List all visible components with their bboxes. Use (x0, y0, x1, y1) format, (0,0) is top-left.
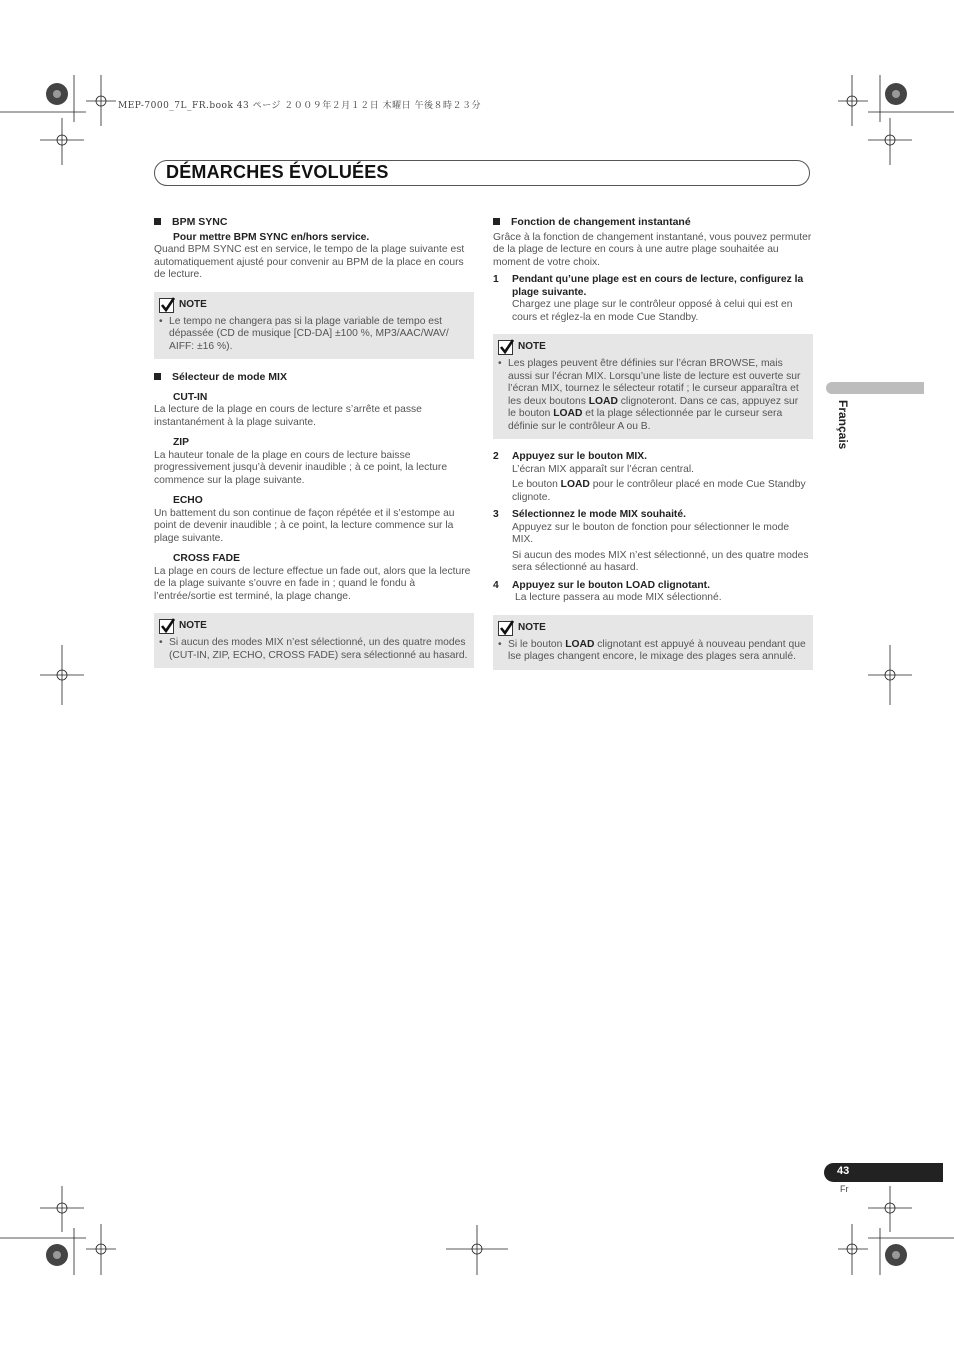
language-tab (826, 382, 924, 394)
step-title: Appuyez sur le bouton LOAD clignotant. (512, 579, 710, 591)
note-item: • Le tempo ne changera pas si la plage variable de tempo est dépassée (CD de musique [CD-DA] ±100 %, MP3/AAC/WAV/ AIFF: ±16 %). (159, 315, 449, 352)
note-box (493, 334, 813, 439)
step: 4 Appuyez sur le bouton LOAD clignotant. La lecture passera au mode MIX sélectionné. (493, 580, 813, 605)
left-column (154, 216, 474, 680)
step-body: Chargez une plage sur le contrôleur opposé à celui qui est en cours et réglez-la en mode Cue Standby. (512, 299, 793, 323)
note-box (154, 292, 474, 360)
step: 1 Pendant qu’une plage est en cours de lecture, configurez la plage suivante. Chargez une plage sur le contrôleur opposé à celui qui est en cours et réglez-la en mode Cue Standby. (493, 274, 813, 324)
mode-desc: Un battement du son continue de façon répétée et il s’estompe au point de devenir inaudible ; à ce point, la lecture commence sur la plage suivante. (154, 507, 455, 544)
square-bullet-icon (154, 373, 161, 380)
print-header: MEP-7000_7L_FR.book 43 ページ ２００９年２月１２日 木曜日 午後８時２３分 (118, 101, 482, 111)
right-column (493, 216, 813, 682)
section-title-box (154, 160, 810, 186)
page-number-badge (824, 1163, 943, 1182)
checkmark-icon (159, 619, 174, 634)
square-bullet-icon (493, 218, 500, 225)
mode-name: CROSS FADE (173, 553, 240, 564)
checkmark-icon (159, 298, 174, 313)
step: 3 Sélectionnez le mode MIX souhaité. Appuyez sur le bouton de fonction pour sélectionner le mode MIX. Si aucun des modes MIX n’est sélectionné, un des quatre modes sera sélectionné au hasard. (493, 509, 813, 575)
mode-desc: La lecture de la plage en cours de lecture s’arrête et passe instantanément à la plage suivante. (154, 404, 422, 428)
note-item: • Si le bouton LOAD clignotant est appuyé à nouveau pendant que lse plages changent encore, le mixage des plages sera annulé. (498, 638, 806, 662)
note-item: • Les plages peuvent être définies sur l’écran BROWSE, mais aussi sur l’écran MIX. Lorsqu’une liste de lecture est ouverte sur l’écran MIX, tournez le sélecteur rotatif ; le curseur apparaîtra et les deux boutons LOAD clignoteront. Dans ce cas, appuyez sur le bouton LOAD et la plage sélectionnée par le curseur sera définie sur le contrôleur A ou B. (498, 358, 801, 432)
step-title: Appuyez sur le bouton MIX. (512, 451, 648, 462)
bpm-body: Quand BPM SYNC est en service, le tempo de la plage suivante est automatiquement ajusté pour convenir au BPM de la place en cours de lecture. (154, 244, 465, 280)
page-title: DÉMARCHES ÉVOLUÉES (166, 162, 389, 182)
checkmark-icon (498, 621, 513, 636)
note-item: • Si aucun des modes MIX n’est sélectionné, un des quatre modes (CUT-IN, ZIP, ECHO, CROSS FADE) sera sélectionné au hasard. (159, 637, 468, 661)
note-box (154, 613, 474, 668)
checkmark-icon (498, 340, 513, 355)
step-body: Appuyez sur le bouton de fonction pour sélectionner le mode MIX. (512, 521, 790, 545)
page-number: 43 (837, 1165, 850, 1177)
note-heading: NOTE (159, 298, 468, 313)
mode-name: CUT-IN (173, 391, 208, 403)
step-body: Le bouton LOAD pour le contrôleur placé en mode Cue Standby clignote. (512, 479, 806, 503)
language-label: Français (836, 400, 850, 450)
note-box (493, 615, 813, 670)
section-heading-mix: Sélecteur de mode MIX (154, 371, 474, 384)
note-heading: NOTE (498, 340, 807, 355)
section-heading-instant-change: Fonction de changement instantané (493, 216, 813, 229)
square-bullet-icon (154, 218, 161, 225)
section-heading-bpm: BPM SYNC (154, 216, 474, 229)
note-heading: NOTE (498, 621, 807, 636)
step: 2 Appuyez sur le bouton MIX. L’écran MIX apparaît sur l’écran central. Le bouton LOAD pour le contrôleur placé en mode Cue Standby clignote. (493, 451, 813, 504)
step-body: La lecture passera au mode MIX sélectionné. (515, 592, 722, 603)
step-title: Pendant qu’une plage est en cours de lecture, configurez la plage suivante. (512, 274, 804, 298)
mode-desc: La hauteur tonale de la plage en cours de lecture baisse progressivement jusqu’à devenir inaudible ; à ce point, la lecture commence sur la plage suivante. (154, 449, 448, 486)
step-body: Si aucun des modes MIX n’est sélectionné, un des quatre modes sera sélectionné au hasard. (512, 549, 809, 573)
step-body: L’écran MIX apparaît sur l’écran central. (512, 463, 695, 475)
mode-name: ZIP (173, 437, 190, 448)
mode-name: ECHO (173, 495, 203, 506)
note-heading: NOTE (159, 619, 468, 634)
bpm-subheading: Pour mettre BPM SYNC en/hors service. (173, 231, 370, 243)
page-language-code: Fr (840, 1184, 849, 1194)
step-title: Sélectionnez le mode MIX souhaité. (512, 509, 686, 520)
mode-desc: La plage en cours de lecture effectue un fade out, alors que la lecture de la plage suivante s’ouvre en fade in ; quand le fondu à l’entrée/sortie est terminé, la plage change. (154, 565, 471, 602)
intro-text: Grâce à la fonction de changement instantané, vous pouvez permuter de la plage de lecture en cours à une autre plage souhaitée au moment de votre choix. (493, 231, 812, 268)
